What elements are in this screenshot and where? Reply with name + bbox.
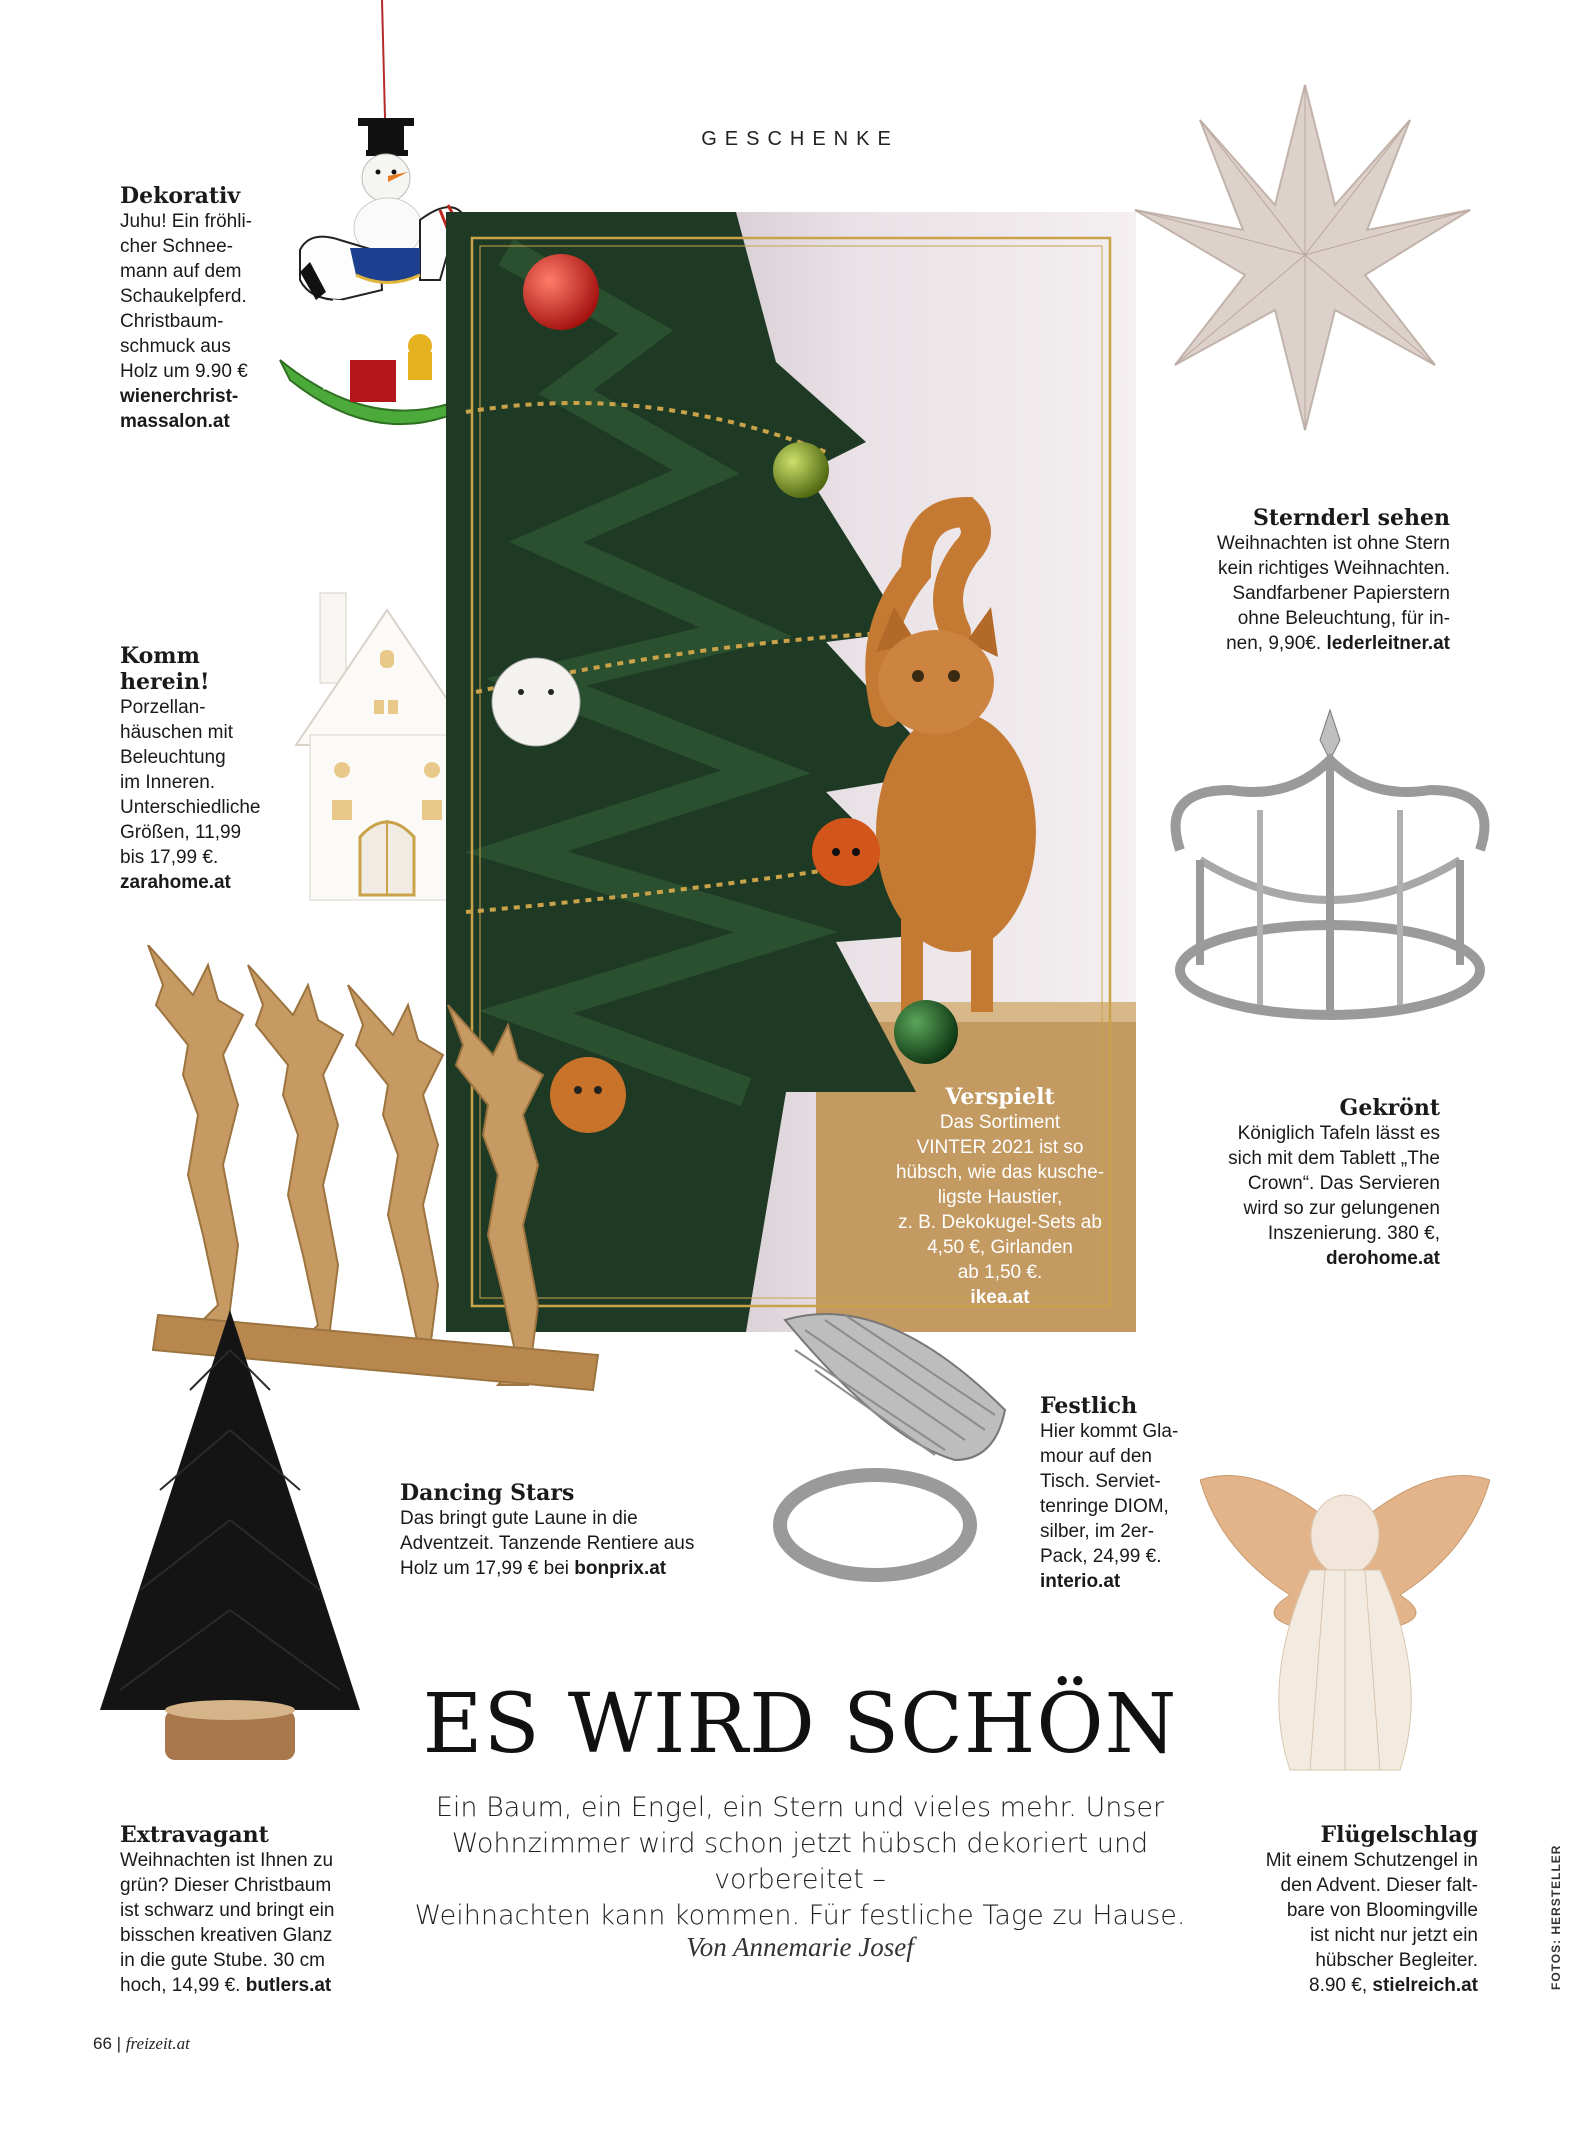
caption-gekroent-body: Königlich Tafeln lässt es sich mit dem Tablett „The Crown“. Das Servieren wird so zur gelungenen Inszenierung. 380 €, xyxy=(1228,1123,1440,1244)
caption-gekroent xyxy=(1180,1095,1440,1271)
black-christmas-tree xyxy=(90,1310,370,1800)
caption-festlich xyxy=(1040,1393,1220,1594)
caption-dancing-body: Das bringt gute Laune in die Adventzeit. Tanzende Rentiere aus Holz um 17,99 € bei xyxy=(400,1508,695,1579)
caption-festlich-url: interio.at xyxy=(1040,1571,1121,1592)
folio-separator: | xyxy=(116,2034,122,2053)
caption-verspielt xyxy=(875,1085,1125,1310)
caption-stern-body: Weihnachten ist ohne Stern kein richtiges Weihnachten. Sandfarbener Papierstern ohne Beleuchtung, für in- nen, 9,90€. xyxy=(1216,533,1450,654)
caption-fluegel-title: Flügelschlag xyxy=(1320,1822,1478,1848)
magazine-name: freizeit.at xyxy=(125,2034,190,2053)
caption-dancing-title: Dancing Stars xyxy=(400,1480,575,1506)
section-kicker: GESCHENKE xyxy=(701,128,899,150)
caption-sternderl xyxy=(1160,505,1450,656)
caption-dancing-url: bonprix.at xyxy=(574,1558,667,1579)
caption-komm-url: zarahome.at xyxy=(120,872,231,893)
caption-dekorativ-body: Juhu! Ein fröhli- cher Schnee- mann auf dem Schaukelpferd. Christbaum- schmuck aus Holz um 9.90 € xyxy=(120,211,253,382)
byline: Von Annemarie Josef xyxy=(686,1932,914,1962)
caption-verspielt-title: Verspielt xyxy=(945,1084,1055,1110)
page-footer xyxy=(93,2034,190,2054)
headline: ES WIRD SCHÖN xyxy=(422,1677,1178,1772)
napkin-ring xyxy=(745,1290,1035,1600)
caption-fluegelschlag xyxy=(1210,1822,1478,1998)
caption-stern-url: lederleitner.at xyxy=(1326,633,1450,654)
caption-gekroent-url: derohome.at xyxy=(1325,1248,1440,1269)
caption-dekorativ xyxy=(120,183,310,434)
intro-text: Ein Baum, ein Engel, ein Stern und vieles mehr. Unser Wohnzimmer wird schon jetzt hübsch dekoriert und vorbereitet – Weihnachten kann kommen. Für festliche Tage zu Hause. xyxy=(414,1792,1186,1931)
caption-festlich-body: Hier kommt Gla- mour auf den Tisch. Serviet- tenringe DIOM, silber, im 2er- Pack, 24,99 €. xyxy=(1040,1421,1179,1567)
caption-extravagant-title: Extravagant xyxy=(120,1822,269,1848)
caption-komm-body: Porzellan- häuschen mit Beleuchtung im Inneren. Unterschiedliche Größen, 11,99 bis 17,99 €. xyxy=(120,697,261,868)
caption-dancing-stars xyxy=(400,1480,740,1581)
photo-credit: FOTOS: HERSTELLER xyxy=(1549,1844,1563,1990)
caption-komm-title: Komm herein! xyxy=(120,643,210,695)
page-number: 66 xyxy=(93,2034,112,2053)
silver-crown-tray xyxy=(1140,700,1520,1030)
caption-extravagant xyxy=(120,1822,380,1998)
caption-verspielt-body: Das Sortiment VINTER 2021 ist so hübsch, wie das kusche- ligste Haustier, z. B. Dekokugel-Sets ab 4,50 €, Girlanden ab 1,50 €. xyxy=(895,1112,1105,1283)
paper-star xyxy=(1125,75,1485,435)
caption-dekorativ-title: Dekorativ xyxy=(120,183,241,209)
caption-gekroent-title: Gekrönt xyxy=(1339,1095,1440,1121)
caption-extravagant-body: Weihnachten ist Ihnen zu grün? Dieser Christbaum ist schwarz und bringt ein bisschen kreativen Glanz in die gute Stube. 30 cm hoch, 14,99 €. xyxy=(120,1850,335,1996)
caption-extravagant-url: butlers.at xyxy=(245,1975,332,1996)
caption-fluegel-body: Mit einem Schutzengel in den Advent. Dieser falt- bare von Bloomingville ist nicht nur jetzt ein hübscher Begleiter. 8.90 €, xyxy=(1265,1850,1478,1996)
caption-komm-herein xyxy=(120,643,320,895)
caption-dekorativ-url: wienerchrist- massalon.at xyxy=(120,386,239,432)
caption-fluegel-url: stielreich.at xyxy=(1372,1975,1478,1996)
caption-festlich-title: Festlich xyxy=(1040,1393,1138,1419)
caption-verspielt-url: ikea.at xyxy=(970,1287,1030,1308)
paper-angel xyxy=(1200,1420,1490,1790)
caption-stern-title: Sternderl sehen xyxy=(1253,505,1450,531)
